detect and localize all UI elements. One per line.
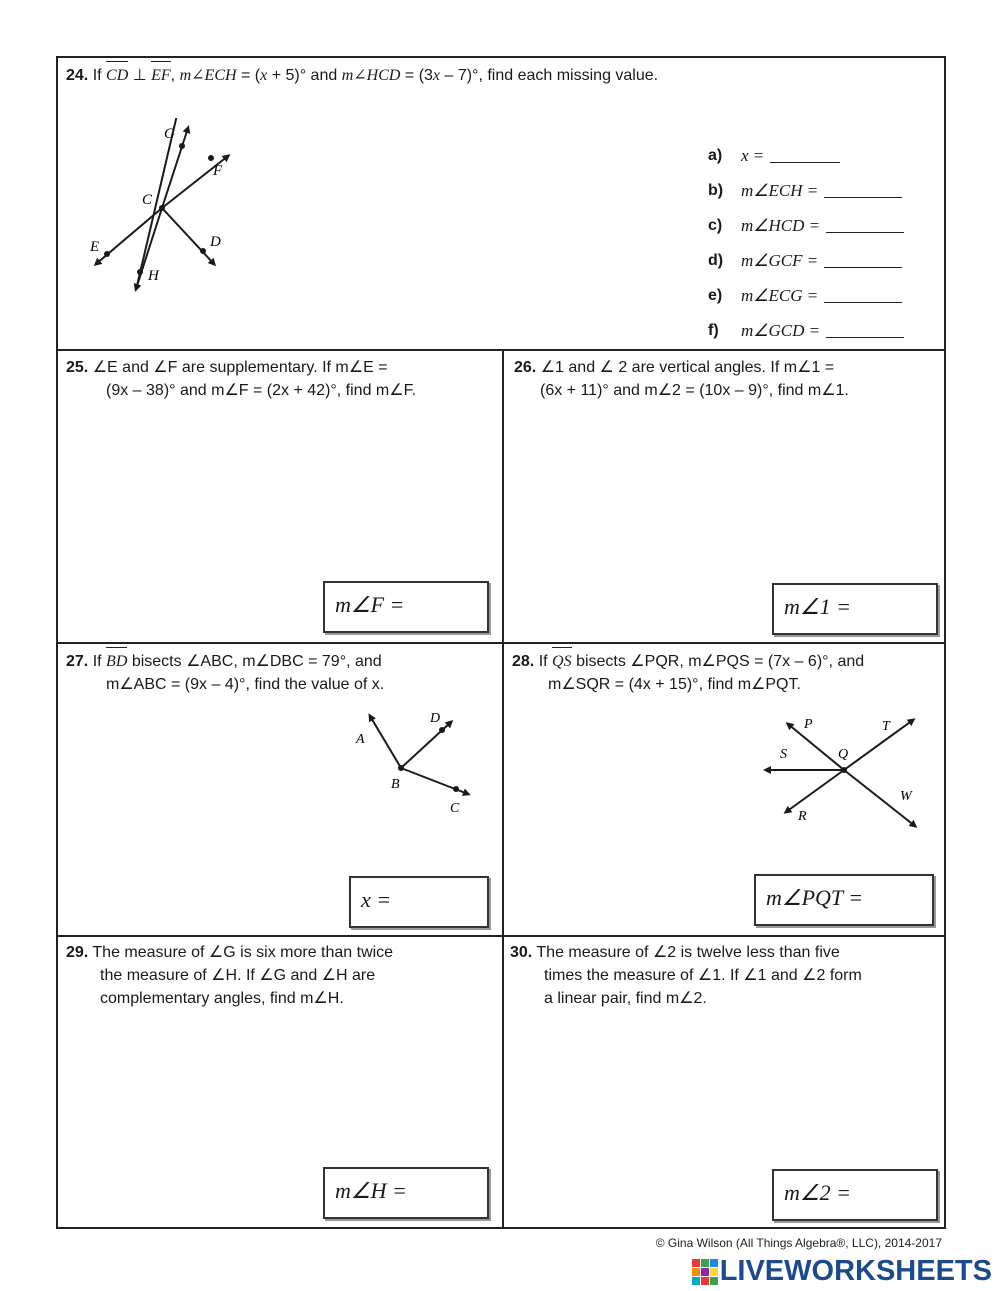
- answer-box-29[interactable]: m∠H =: [323, 1167, 489, 1219]
- divider: [502, 349, 504, 1229]
- label-t: T: [882, 719, 890, 734]
- divider: [58, 935, 944, 937]
- q24-parts: [708, 138, 904, 348]
- label-b: B: [391, 777, 400, 792]
- label-c: C: [450, 801, 460, 816]
- label-q: Q: [838, 747, 849, 762]
- part-row: b) m∠ECH =: [708, 173, 904, 208]
- answer-box-25[interactable]: m∠F =: [323, 581, 489, 633]
- question-number: 27.: [66, 653, 89, 670]
- question-number: 25.: [66, 359, 89, 376]
- question-26: 26. ∠1 and ∠ 2 are vertical angles. If m∠1 = (6x + 11)° and m∠2 = (10x – 9)°, find m∠1.: [514, 359, 849, 399]
- question-27: 27. If BD bisects ∠ABC, m∠DBC = 79°, and m∠ABC = (9x – 4)°, find the value of x.: [66, 650, 496, 696]
- answer-blank[interactable]: [826, 323, 904, 338]
- question-29: 29. The measure of ∠G is six more than twice the measure of ∠H. If ∠G and ∠H are complementary angles, find m∠H.: [66, 944, 394, 1007]
- answer-blank[interactable]: [824, 183, 902, 198]
- answer-blank[interactable]: [770, 148, 840, 163]
- liveworksheets-logo-icon: [692, 1259, 718, 1285]
- worksheet: [56, 56, 946, 1229]
- ray-cd: CD: [106, 64, 128, 87]
- answer-blank[interactable]: [824, 288, 902, 303]
- part-row: a) x =: [708, 138, 904, 173]
- question-number: 30.: [510, 944, 533, 961]
- answer-blank[interactable]: [824, 253, 902, 268]
- ray-qs: QS: [552, 650, 572, 673]
- answer-box-26[interactable]: m∠1 =: [772, 583, 938, 635]
- label-a: A: [356, 732, 365, 747]
- label-w: W: [900, 789, 912, 804]
- question-25: 25. ∠E and ∠F are supplementary. If m∠E = (9x – 38)° and m∠F = (2x + 42)°, find m∠F.: [66, 359, 417, 399]
- divider: [58, 642, 944, 644]
- answer-box-27[interactable]: x =: [349, 876, 489, 928]
- question-30: 30. The measure of ∠2 is twelve less than five times the measure of ∠1. If ∠1 and ∠2 form a linear pair, find m∠2.: [510, 944, 862, 1007]
- brand-name[interactable]: LIVEWORKSHEETS: [719, 1255, 992, 1287]
- part-row: d) m∠GCF =: [708, 243, 904, 278]
- question-number: 24.: [66, 67, 89, 84]
- label-p: P: [804, 717, 813, 732]
- answer-blank[interactable]: [826, 218, 904, 233]
- question-number: 26.: [514, 359, 537, 376]
- copyright: © Gina Wilson (All Things Algebra®, LLC), 2014-2017: [655, 1236, 942, 1250]
- divider: [58, 349, 944, 351]
- part-row: e) m∠ECG =: [708, 278, 904, 313]
- label-e: E: [90, 239, 100, 255]
- label-c: C: [142, 192, 153, 208]
- ray-bd: BD: [106, 650, 127, 673]
- label-s: S: [780, 747, 787, 762]
- part-row: c) m∠HCD =: [708, 208, 904, 243]
- ray-cd-line: [162, 208, 214, 264]
- part-row: f) m∠GCD =: [708, 313, 904, 348]
- label-d: D: [210, 234, 221, 250]
- figure-28: [758, 712, 928, 832]
- label-d: D: [430, 711, 441, 726]
- label-g: G: [164, 126, 175, 142]
- question-number: 28.: [512, 653, 535, 670]
- question-28: 28. If QS bisects ∠PQR, m∠PQS = (7x – 6)°, and m∠SQR = (4x + 15)°, find m∠PQT.: [512, 650, 942, 696]
- label-h: H: [148, 268, 159, 284]
- answer-box-30[interactable]: m∠2 =: [772, 1169, 938, 1221]
- answer-box-28[interactable]: m∠PQT =: [754, 874, 934, 926]
- figure-27: [348, 708, 488, 818]
- question-number: 29.: [66, 944, 89, 961]
- label-r: R: [798, 809, 807, 824]
- figure-24: [78, 118, 278, 298]
- ray-ef: EF: [151, 64, 171, 87]
- label-f: F: [213, 163, 223, 179]
- question-24: 24. If CD ⊥ EF, m∠ECH = (x + 5)° and m∠HCD = (3x – 7)°, find each missing value.: [66, 64, 926, 87]
